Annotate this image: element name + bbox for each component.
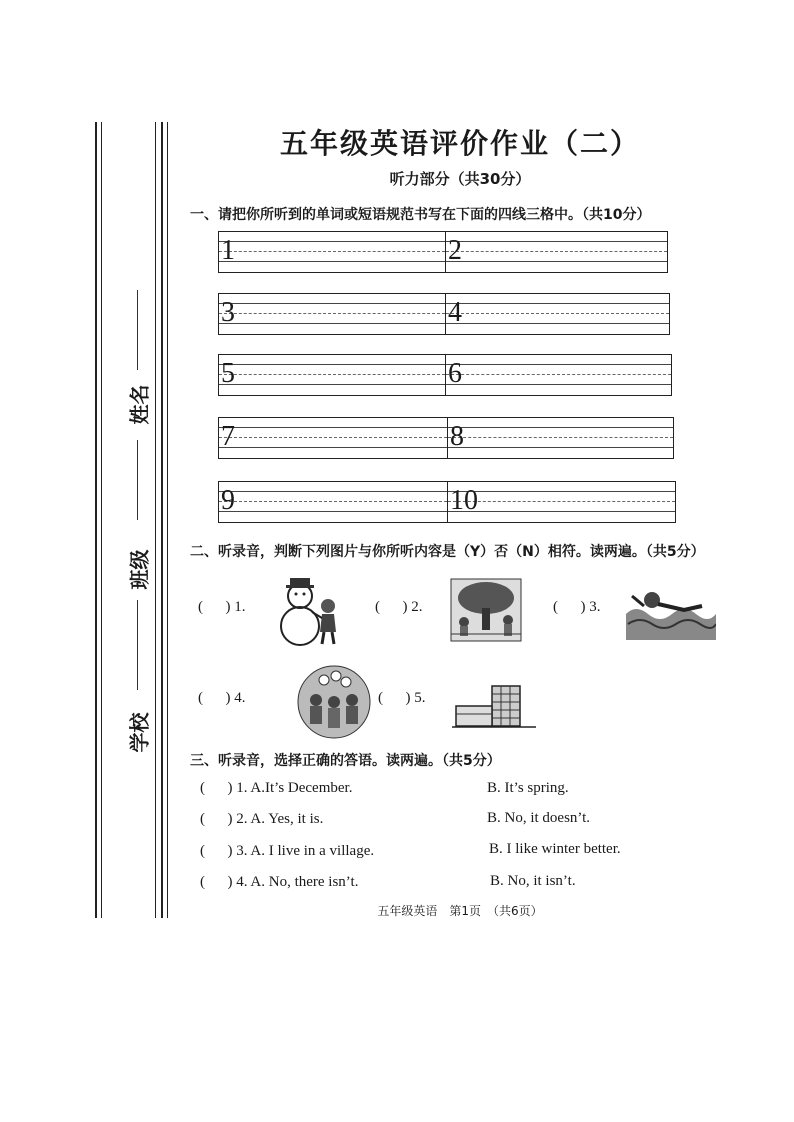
class-label: 班级: [127, 549, 152, 590]
binding-line: [161, 122, 163, 918]
question-3-option-b[interactable]: B. I like winter better.: [489, 841, 621, 857]
school-label: 学校: [127, 712, 152, 753]
page-title: 五年级英语评价作业（二）: [279, 127, 640, 160]
writing-row: [218, 481, 676, 523]
cell-number: 9: [221, 485, 235, 516]
tree-picnic-icon: [450, 578, 522, 642]
writing-cell[interactable]: [445, 232, 667, 272]
binding-line: [167, 122, 168, 918]
answer-blank-5[interactable]: ( ) 5.: [378, 690, 426, 706]
binding-margin: [95, 122, 175, 918]
snowman-icon: [272, 572, 344, 648]
writing-cell[interactable]: [219, 418, 447, 458]
question-4-option-b[interactable]: B. No, it isn’t.: [490, 873, 576, 889]
writing-row: [218, 417, 674, 459]
class-blank-line[interactable]: [137, 440, 138, 520]
answer-blank-3[interactable]: ( ) 3.: [553, 599, 601, 615]
writing-cell[interactable]: [219, 232, 445, 272]
writing-row: [218, 354, 672, 396]
writing-cell[interactable]: [219, 482, 447, 522]
section2-heading: 二、听录音，判断下列图片与你所听内容是（Y）否（N）相符。读两遍。（共5分）: [190, 544, 705, 560]
building-icon: [452, 684, 536, 730]
page-subtitle: 听力部分（共30分）: [389, 170, 531, 188]
binding-line: [101, 122, 102, 918]
cell-number: 1: [221, 235, 235, 266]
school-blank-line[interactable]: [137, 600, 138, 690]
cell-number: 3: [221, 297, 235, 328]
binding-line: [155, 122, 156, 918]
writing-cell[interactable]: [445, 294, 669, 334]
cell-number: 8: [450, 421, 464, 452]
cell-number: 5: [221, 358, 235, 389]
answer-blank-2[interactable]: ( ) 2.: [375, 599, 423, 615]
cell-number: 7: [221, 421, 235, 452]
binding-line: [95, 122, 97, 918]
name-label: 姓名: [127, 384, 152, 425]
writing-row: [218, 231, 668, 273]
cell-number: 10: [450, 485, 478, 516]
question-2-option-a[interactable]: ( ) 2. A. Yes, it is.: [200, 811, 324, 827]
question-2-option-b[interactable]: B. No, it doesn’t.: [487, 810, 591, 826]
question-1-option-a[interactable]: ( ) 1. A.It’s December.: [200, 780, 353, 796]
cell-number: 4: [448, 297, 462, 328]
section3-heading: 三、听录音，选择正确的答语。读两遍。（共5分）: [190, 753, 501, 769]
cell-number: 6: [448, 358, 462, 389]
writing-row: [218, 293, 670, 335]
question-3-option-a[interactable]: ( ) 3. A. I live in a village.: [200, 843, 375, 859]
name-blank-line[interactable]: [137, 290, 138, 370]
cell-number: 2: [448, 235, 462, 266]
page-footer: 五年级英语 第1页 （共6页）: [377, 904, 543, 918]
answer-blank-1[interactable]: ( ) 1.: [198, 599, 246, 615]
question-4-option-a[interactable]: ( ) 4. A. No, there isn’t.: [200, 874, 359, 890]
kids-balloons-icon: [296, 664, 372, 740]
swimming-icon: [624, 584, 716, 640]
question-1-option-b[interactable]: B. It’s spring.: [487, 780, 569, 796]
writing-cell[interactable]: [219, 355, 445, 395]
writing-cell[interactable]: [447, 418, 673, 458]
writing-cell[interactable]: [447, 482, 675, 522]
writing-cell[interactable]: [219, 294, 445, 334]
section1-heading: 一、请把你所听到的单词或短语规范书写在下面的四线三格中。（共10分）: [190, 207, 651, 223]
answer-blank-4[interactable]: ( ) 4.: [198, 690, 246, 706]
writing-cell[interactable]: [445, 355, 671, 395]
